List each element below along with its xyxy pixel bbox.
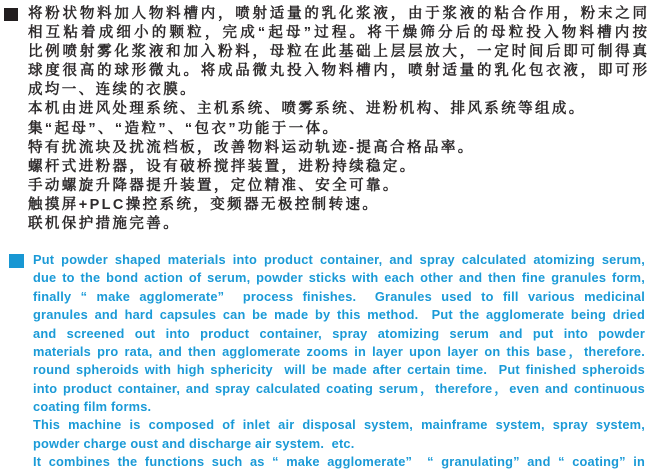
chinese-text-line: 手动螺旋升降器提升装置，定位精准、安全可靠。: [28, 177, 400, 194]
english-text-line: This machine is composed of inlet air disposal system, mainframe system, spray system,: [33, 417, 645, 433]
english-text-block: [33, 251, 645, 471]
chinese-description-section: [0, 5, 650, 234]
english-text-line: round spheroids with high sphericity will be made after certain time. Put finished spheroids: [33, 362, 645, 378]
chinese-text-line: 联机保护措施完善。: [28, 216, 181, 233]
english-text-line: Put powder shaped materials into product container, and spray calculated atomizing serum,: [33, 252, 645, 268]
chinese-text-line: 相互粘着成细小的颗粒，完成“起母”过程。将干燥筛分后的母粒投入物料槽内按: [28, 25, 648, 42]
english-text-line: granules and hard capsules can be made by this method. Put the agglomerate being dried: [33, 307, 645, 323]
english-text-line: powder charge oust and discharge air system. etc.: [33, 435, 355, 451]
chinese-text-line: 本机由进风处理系统、主机系统、喷雾系统、进粉机构、排风系统等组成。: [28, 101, 586, 118]
english-text-line: into product container, and spray calculated coating serum，therefore，even and continuous: [33, 380, 645, 396]
chinese-text-line: 将粉状物料加人物料槽内，喷射适量的乳化浆液，由于浆液的粘合作用，粉末之同: [28, 6, 648, 22]
chinese-text-line: 螺杆式进粉器，设有破桥搅拌装置，进粉持续稳定。: [28, 158, 417, 175]
blue-square-bullet-icon: [9, 254, 24, 268]
chinese-text-line: 球度很高的球形微丸。将成品微丸投入物料槽内，喷射适量的乳化包衣液，即可形: [28, 63, 648, 80]
chinese-text-line: 集“起母”、“造粒”、“包衣”功能于一体。: [28, 120, 340, 137]
english-text-line: It combines the functions such as “ make agglomerate” “ granulating” and “ coating” in: [33, 454, 645, 470]
chinese-text-block: [28, 5, 648, 234]
english-description-section: [0, 251, 650, 471]
english-text-line: materials pro rata, and then agglomerate zooms in layer upon layer on this base，therefore.: [33, 343, 645, 359]
chinese-text-line: 触摸屏+PLC操控系统，变频器无极控制转速。: [28, 196, 380, 213]
english-text-line: coating film forms.: [33, 399, 152, 414]
black-square-bullet-icon: [4, 8, 18, 21]
english-text-line: and screened out into product container, spray atomizing serum and put into powder: [33, 325, 645, 341]
document: [0, 5, 650, 472]
chinese-text-line: 成均一、连续的衣膜。: [28, 82, 197, 99]
english-text-line: finally “ make agglomerate” process finishes. Granules used to fill various medicinal: [33, 288, 645, 304]
page: [0, 5, 650, 472]
chinese-text-line: 比例喷射雾化浆液和加入粉料，母粒在此基础上层层放大，一定时间后即可制得真: [28, 44, 648, 61]
chinese-text-line: 特有扰流块及扰流档板，改善物料运动轨迹-提高合格品率。: [28, 139, 475, 156]
english-text-line: due to the bond action of serum, powder sticks with each other and then fine granules form,: [33, 270, 645, 286]
